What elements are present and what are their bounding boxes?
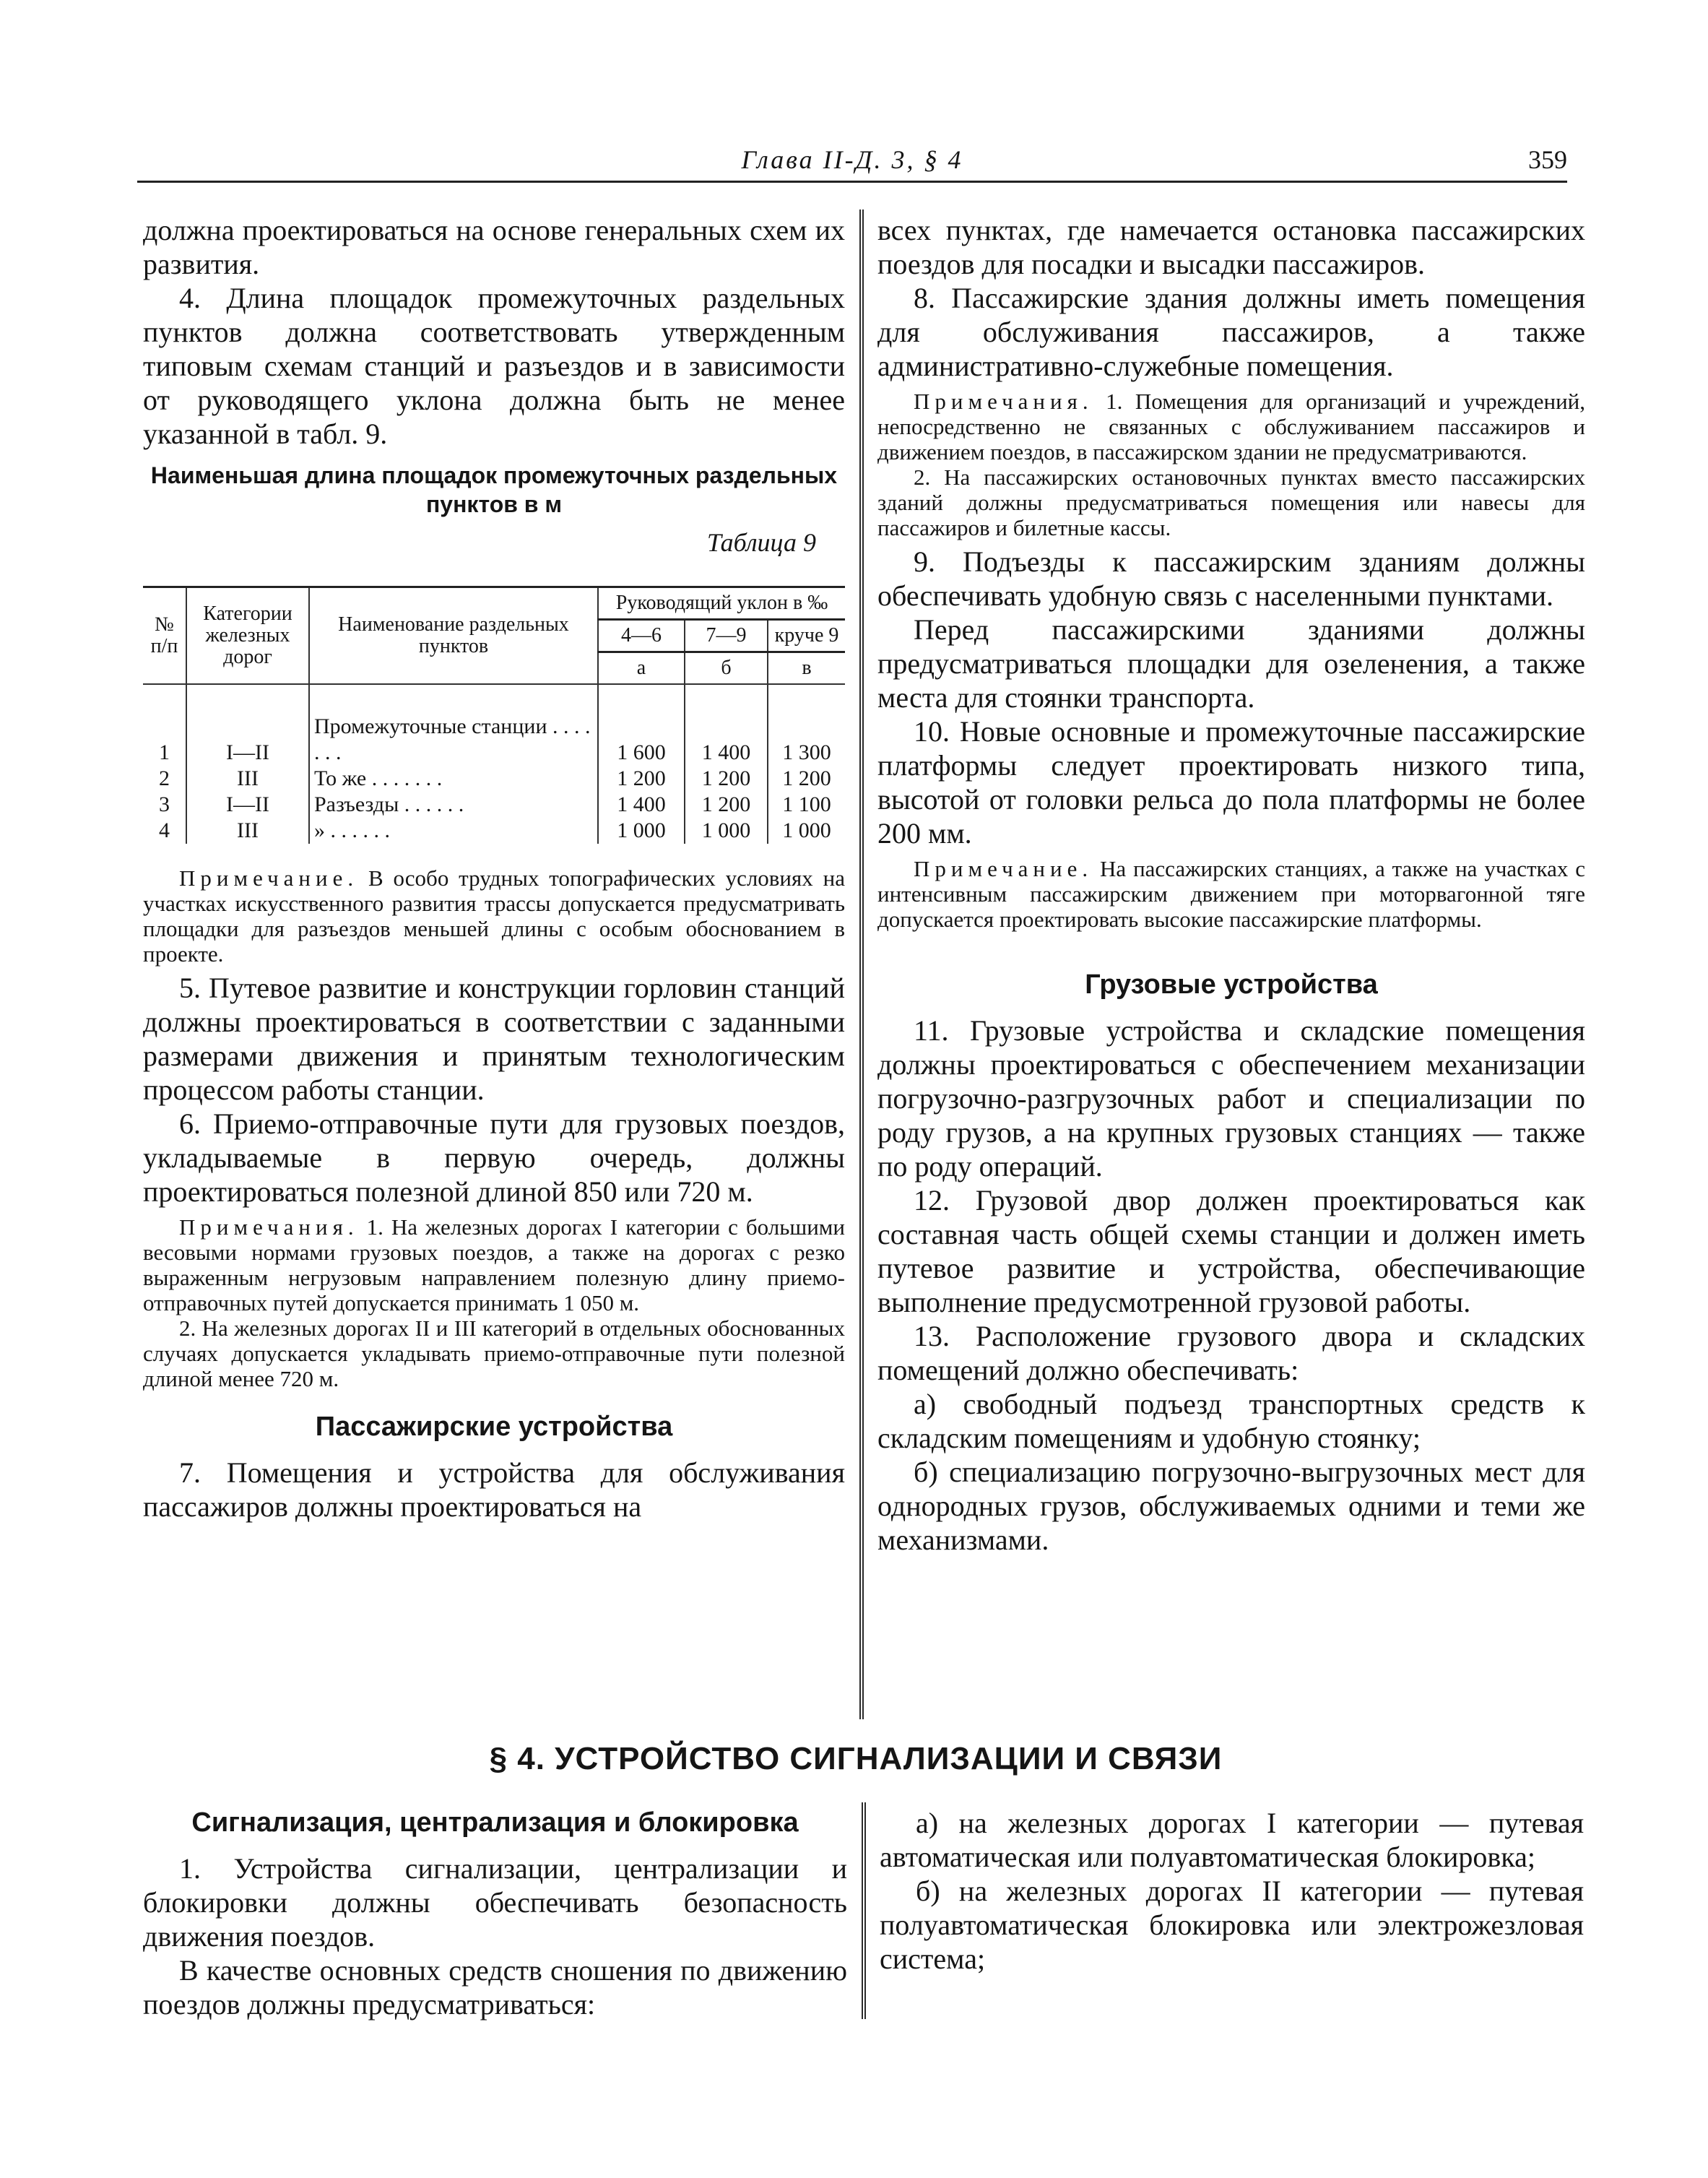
paragraph-13b: б) специализацию погрузочно-выгрузочных мест для однородных грузов, обслуживаемых одними и теми же механизмами.: [877, 1456, 1585, 1556]
note-text: В особо трудных топографических условиях на участках искусственного развития трассы допускается предусматривать площадки для разъездов меньшей длины с особым обоснованием в проекте.: [143, 865, 845, 967]
table-row: [143, 792, 845, 818]
header-letter-b: б: [685, 652, 768, 685]
cell-category: I—II: [186, 792, 309, 818]
page-number: 359: [1528, 145, 1567, 174]
paragraph-8: 8. Пассажирские здания должны иметь помещения для обслуживания пассажиров, а также административно-служебные помещения.: [877, 282, 1585, 382]
cell-c: 1 200: [768, 766, 845, 792]
cell-c: 1 100: [768, 792, 845, 818]
cell-category: III: [186, 818, 309, 844]
note-block: [877, 856, 1585, 932]
table-number: Таблица 9: [706, 528, 816, 557]
section-heading-signal: Сигнализация, централизация и блокировка: [191, 1807, 799, 1838]
header-col-c: круче 9: [768, 620, 845, 652]
column-rule-bottom: [862, 1802, 866, 2019]
table-row: [143, 766, 845, 792]
note-label: Примечание.: [914, 856, 1093, 881]
notes-label: Примечания.: [914, 389, 1093, 414]
paragraph: всех пунктах, где намечается остановка пассажирских поездов для посадки и высадки пассажиров.: [877, 214, 1585, 280]
page-header: [137, 144, 1567, 183]
note-2: 2. На железных дорогах II и III категорий в отдельных обоснованных случаях допускается укладывать приемо-отправочные пути полезной длиной менее 720 м.: [143, 1315, 845, 1391]
note-label: Примечание.: [179, 865, 359, 891]
right-column-top: [877, 213, 1585, 1557]
cell-category: III: [186, 766, 309, 792]
header-col-a: 4—6: [598, 620, 685, 652]
paragraph-10: 10. Новые основные и промежуточные пассажирские платформы следует проектировать низкого типа, высотой от головки рельса до пола платформы не более 200 мм.: [877, 715, 1585, 850]
paragraph-9: 9. Подъезды к пассажирским зданиям должны обеспечивать удобную связь с населенными пунктами.: [877, 545, 1585, 612]
cell-a: 1 200: [598, 766, 685, 792]
column-rule-top: [859, 209, 864, 1719]
paragraph-13a: а) свободный подъезд транспортных средств к складским помещениям и удобную стоянку;: [877, 1388, 1585, 1454]
note-text: На пассажирских станциях, а также на участках с интенсивным пассажирским движением при моторвагонной тяге допускается проектировать высокие пассажирские платформы.: [877, 856, 1586, 932]
cell-num: 1: [143, 714, 186, 766]
section-heading-cargo: Грузовые устройства: [1085, 969, 1378, 1000]
cell-a: 1 400: [598, 792, 685, 818]
right-column-bottom: [880, 1806, 1584, 1976]
cell-c: 1 300: [768, 714, 845, 766]
table-caption: Наименьшая длина площадок промежуточных раздельных пунктов в м: [150, 462, 838, 517]
paragraph: должна проектироваться на основе генеральных схем их развития.: [143, 214, 845, 280]
paragraph-6: 6. Приемо-отправочные пути для грузовых поездов, укладываемые в первую очередь, должны проектироваться полезной длиной 850 или 720 м.: [143, 1107, 845, 1208]
cell-b: 1 000: [685, 818, 768, 844]
cell-num: 3: [143, 792, 186, 818]
cell-name: Промежуточные станции . . . . . . .: [309, 714, 598, 766]
header-letter-c: в: [768, 652, 845, 685]
running-head: Глава II-Д. 3, § 4: [741, 145, 963, 174]
cell-num: 4: [143, 818, 186, 844]
header-slope: Руководящий уклон в ‰: [598, 587, 845, 620]
cell-c: 1 000: [768, 818, 845, 844]
paragraph-b: б) на железных дорогах II категории — путевая полуавтоматическая блокировка или электрожезловая система;: [880, 1875, 1584, 1975]
notes-block: [143, 1214, 845, 1391]
note-2: 2. На пассажирских остановочных пунктах вместо пассажирских зданий должны предусматриваться помещения или навесы для пассажиров и билетные кассы.: [877, 464, 1585, 540]
notes-block: [877, 389, 1585, 540]
paragraph-title: § 4. УСТРОЙСТВО СИГНАЛИЗАЦИИ И СВЯЗИ: [489, 1741, 1223, 1776]
table-row: [143, 818, 845, 844]
paragraph-12: 12. Грузовой двор должен проектироваться как составная часть общей схемы станции и должен иметь путевое развитие и устройства, обеспечивающие выполнение предусмотренной грузовой работы.: [877, 1184, 1585, 1318]
left-column-top: [143, 213, 845, 1524]
paragraph-5: 5. Путевое развитие и конструкции горловин станций должны проектироваться в соответствии с заданными размерами движения и принятым технологическим процессом работы станции.: [143, 972, 845, 1106]
paragraph-7: 7. Помещения и устройства для обслуживания пассажиров должны проектироваться на: [143, 1456, 845, 1523]
header-letter-a: а: [598, 652, 685, 685]
paragraph-1b: В качестве основных средств сношения по движению поездов должны предусматриваться:: [143, 1954, 847, 2021]
table-row: [143, 714, 845, 766]
cell-b: 1 200: [685, 766, 768, 792]
notes-label: Примечания.: [179, 1214, 359, 1240]
paragraph-4: 4. Длина площадок промежуточных раздельных пунктов должна соответствовать утвержденным типовым схемам станций и разъездов и в зависимости от руководящего уклона должна быть не менее указанной в табл. 9.: [143, 282, 845, 450]
cell-b: 1 200: [685, 792, 768, 818]
cell-b: 1 400: [685, 714, 768, 766]
cell-name: Разъезды . . . . . .: [309, 792, 598, 818]
cell-category: I—II: [186, 714, 309, 766]
cell-name: » . . . . . .: [309, 818, 598, 844]
paragraph-11: 11. Грузовые устройства и складские помещения должны проектироваться с обеспечением механизации погрузочно-разгрузочных работ и специализации по роду грузов, а на крупных грузовых станциях — также по роду операций.: [877, 1014, 1585, 1183]
table-9: [143, 586, 845, 844]
left-column-bottom: [143, 1806, 847, 2021]
header-category: Категории железных дорог: [186, 587, 309, 685]
cell-a: 1 600: [598, 714, 685, 766]
paragraph-9b: Перед пассажирскими зданиями должны предусматриваться площадки для озеленения, а также места для стоянки транспорта.: [877, 613, 1585, 714]
table-note: [143, 865, 845, 967]
cell-a: 1 000: [598, 818, 685, 844]
paragraph-a: а) на железных дорогах I категории — путевая автоматическая или полуавтоматическая блокировка;: [880, 1807, 1584, 1873]
section-heading-passenger: Пассажирские устройства: [315, 1412, 673, 1442]
note-1: 1. Помещения для организаций и учреждений, непосредственно не связанных с обслуживанием пассажиров и движением поездов, в пассажирском здании не предусматриваются.: [877, 389, 1585, 464]
paragraph-1: 1. Устройства сигнализации, централизации и блокировки должны обеспечивать безопасность движения поездов.: [143, 1852, 847, 1953]
note-1: 1. На железных дорогах I категории с большими весовыми нормами грузовых поездов, а также на дорогах с резко выраженным негрузовым направлением полезную длину приемо-отправочных путей допускается принимать 1 050 м.: [143, 1214, 845, 1315]
paragraph-13: 13. Расположение грузового двора и складских помещений должно обеспечивать:: [877, 1320, 1585, 1386]
header-col-b: 7—9: [685, 620, 768, 652]
cell-num: 2: [143, 766, 186, 792]
header-name: Наименование раздельных пунктов: [309, 587, 598, 685]
cell-name: То же . . . . . . .: [309, 766, 598, 792]
header-num: № п/п: [143, 587, 186, 685]
